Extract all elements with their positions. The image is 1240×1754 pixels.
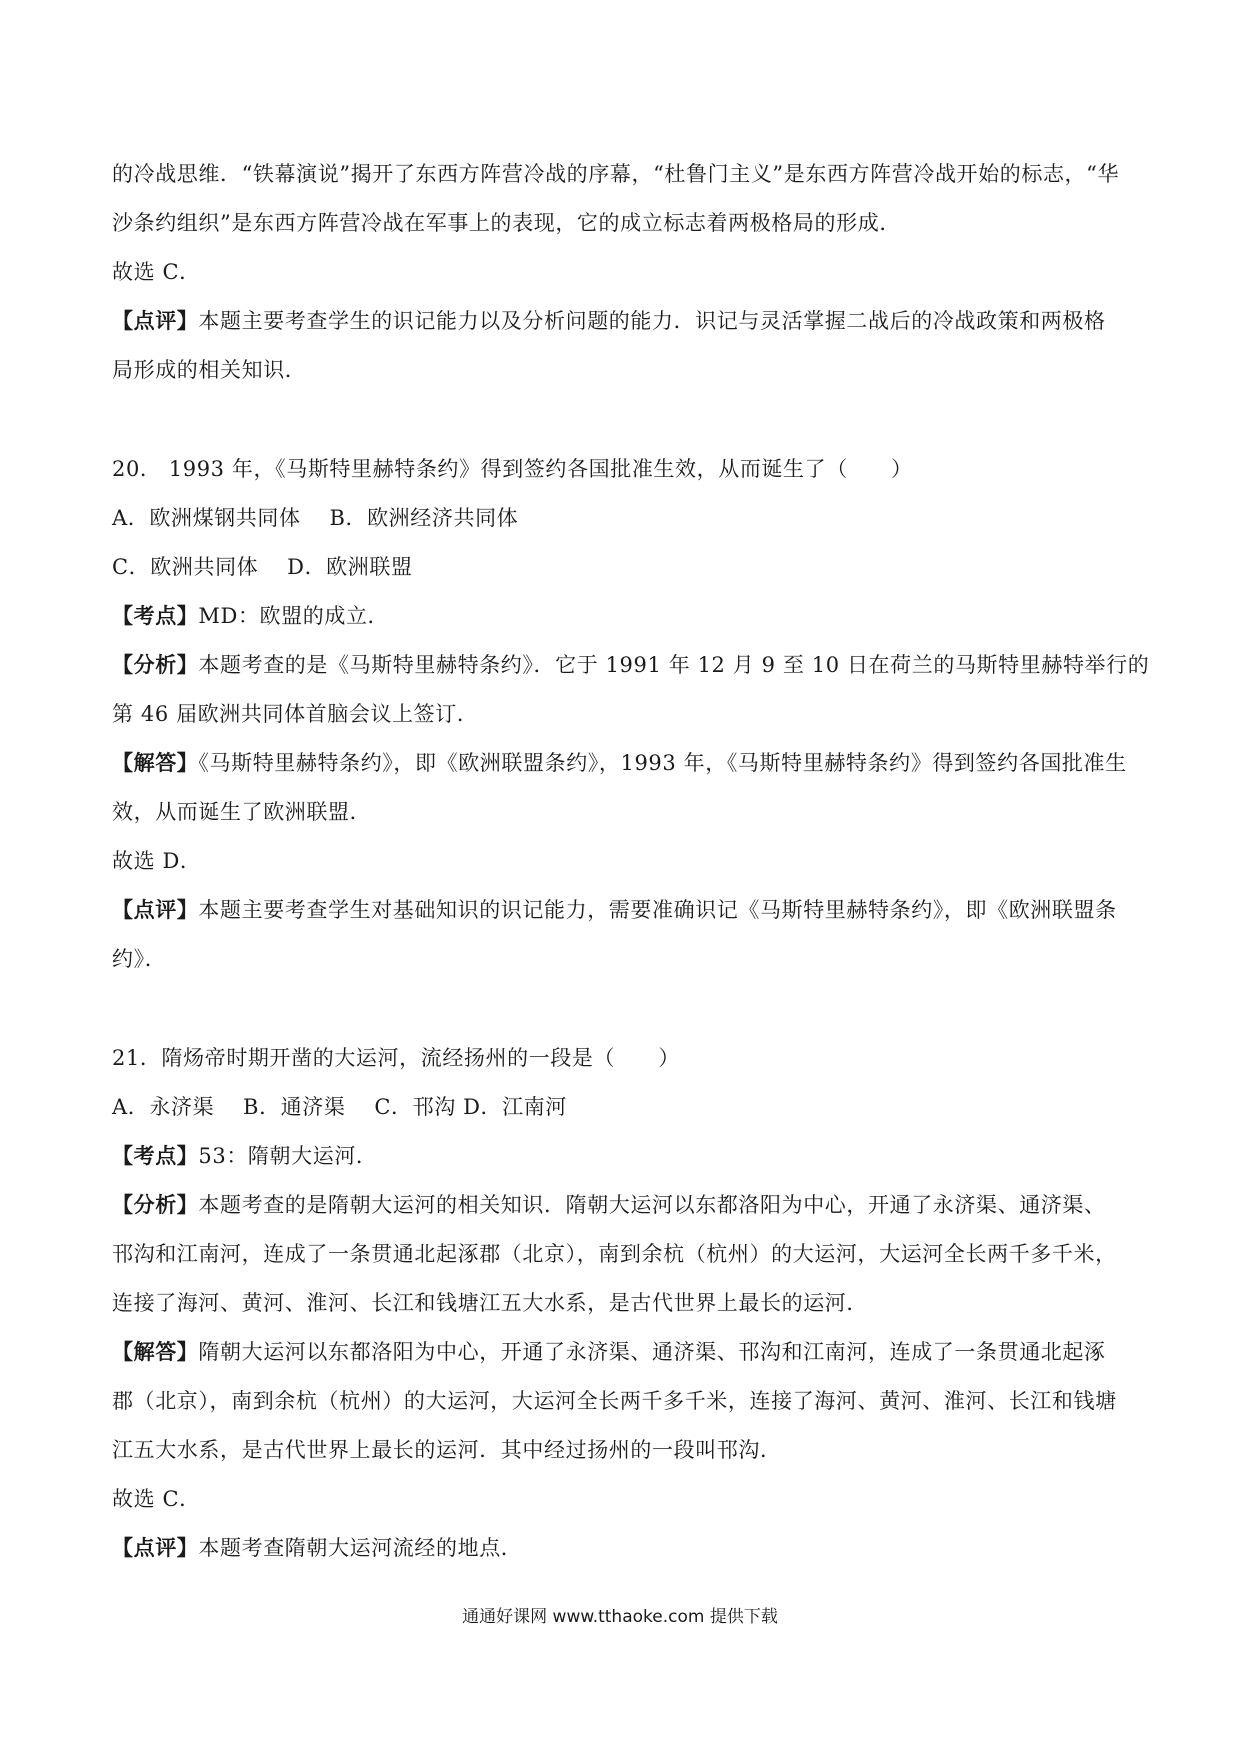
document-body bbox=[112, 150, 1150, 1573]
kaodian-label: 【考点】 bbox=[112, 604, 199, 628]
fenxi-label: 【分析】 bbox=[112, 653, 199, 677]
fenxi-label: 【分析】 bbox=[112, 1193, 199, 1217]
question-20-options: C．欧洲共同体 D．欧洲联盟 bbox=[112, 555, 413, 579]
kaodian-text: 53：隋朝大运河． bbox=[198, 1144, 378, 1168]
jieda-line: 效，从而诞生了欧洲联盟． bbox=[112, 800, 372, 824]
fenxi-line: 第 46 届欧洲共同体首脑会议上签订． bbox=[112, 702, 479, 726]
comment-text: 本题主要考查学生的识记能力以及分析问题的能力．识记与灵活掌握二战后的冷战政策和两极格 bbox=[198, 309, 1106, 333]
page-footer: 通通好课网 www.tthaoke.com 提供下载 bbox=[462, 1607, 778, 1627]
fenxi-line bbox=[112, 641, 1150, 690]
kaodian-line bbox=[112, 592, 1132, 641]
question-20-options: A．欧洲煤钢共同体 B．欧洲经济共同体 bbox=[112, 506, 519, 530]
answer-choice: 故选 C． bbox=[112, 1487, 201, 1511]
comment-line bbox=[112, 1524, 1132, 1573]
kaodian-line bbox=[112, 1132, 1132, 1181]
fenxi-line bbox=[112, 1181, 1132, 1230]
fenxi-line: 邗沟和江南河，连成了一条贯通北起涿郡（北京），南到余杭（杭州）的大运河，大运河全长两千多千米， bbox=[112, 1242, 1117, 1266]
comment-label: 【点评】 bbox=[112, 309, 199, 333]
comment-line bbox=[112, 886, 1132, 935]
question-21-options: A．永济渠 B．通济渠 C．邗沟 D．江南河 bbox=[112, 1095, 567, 1119]
fenxi-text: 本题考查的是隋朝大运河的相关知识．隋朝大运河以东都洛阳为中心，开通了永济渠、通济渠、 bbox=[198, 1193, 1106, 1217]
jieda-label: 【解答】 bbox=[112, 1340, 199, 1364]
analysis-continuation-line: 沙条约组织”是东西方阵营冷战在军事上的表现，它的成立标志着两极格局的形成． bbox=[112, 211, 901, 235]
comment-text: 本题考查隋朝大运河流经的地点． bbox=[198, 1536, 523, 1560]
jieda-line: 江五大水系，是古代世界上最长的运河．其中经过扬州的一段叫邗沟． bbox=[112, 1438, 782, 1462]
comment-label: 【点评】 bbox=[112, 1536, 199, 1560]
question-20-stem: 20． 1993 年，《马斯特里赫特条约》得到签约各国批准生效，从而诞生了（ ） bbox=[112, 457, 913, 481]
jieda-text: 隋朝大运河以东都洛阳为中心，开通了永济渠、通济渠、邗沟和江南河，连成了一条贯通北起涿 bbox=[198, 1340, 1106, 1364]
kaodian-text: MD：欧盟的成立． bbox=[198, 604, 390, 628]
jieda-line bbox=[112, 739, 1132, 788]
fenxi-text: 本题考查的是《马斯特里赫特条约》．它于 1991 年 12 月 9 至 10 日在荷兰的马斯特里赫特举行的 bbox=[198, 653, 1150, 677]
comment-line: 局形成的相关知识． bbox=[112, 358, 307, 382]
jieda-line: 郡（北京），南到余杭（杭州）的大运河，大运河全长两千多千米，连接了海河、黄河、淮河、长江和钱塘 bbox=[112, 1389, 1117, 1413]
answer-choice: 故选 D． bbox=[112, 849, 202, 873]
jieda-line bbox=[112, 1328, 1132, 1377]
question-21-stem: 21．隋炀帝时期开凿的大运河，流经扬州的一段是（ ） bbox=[112, 1046, 680, 1070]
fenxi-line: 连接了海河、黄河、淮河、长江和钱塘江五大水系，是古代世界上最长的运河． bbox=[112, 1291, 868, 1315]
jieda-text: 《马斯特里赫特条约》，即《欧洲联盟条约》，1993 年，《马斯特里赫特条约》得到签约各国批准生 bbox=[198, 751, 1127, 775]
comment-label: 【点评】 bbox=[112, 898, 199, 922]
comment-line: 约》． bbox=[112, 947, 167, 971]
answer-choice: 故选 C． bbox=[112, 260, 201, 284]
comment-text: 本题主要考查学生对基础知识的识记能力，需要准确识记《马斯特里赫特条约》，即《欧洲联盟条 bbox=[198, 898, 1117, 922]
jieda-label: 【解答】 bbox=[112, 751, 199, 775]
comment-line bbox=[112, 297, 1132, 346]
analysis-continuation-line: 的冷战思维．“铁幕演说”揭开了东西方阵营冷战的序幕，“杜鲁门主义”是东西方阵营冷战开始的标志，“华 bbox=[112, 162, 1120, 186]
kaodian-label: 【考点】 bbox=[112, 1144, 199, 1168]
